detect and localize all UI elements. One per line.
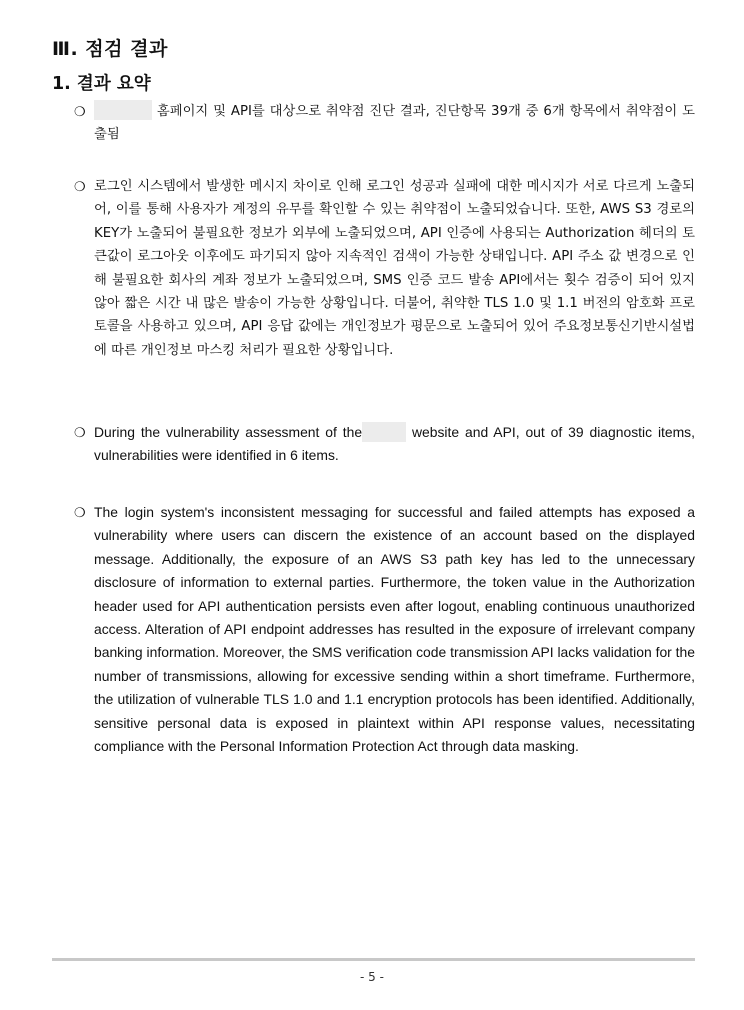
paragraph-text: During the vulnerability assessment of the	[94, 424, 363, 440]
bullet-circle-icon: ❍	[74, 426, 86, 441]
bullet-circle-icon: ❍	[74, 105, 86, 120]
footer-divider	[52, 958, 695, 961]
redacted-company-name	[94, 100, 152, 120]
bullet-circle-icon: ❍	[74, 180, 86, 195]
page-number: - 5 -	[360, 970, 384, 984]
summary-paragraph-ko-1	[94, 100, 695, 147]
summary-paragraph-en-2: The login system's inconsistent messaging for successful and failed attempts has exposed a vulnerability where users can discern the existence of an account based on the displayed message. Additionally, the exposure of an AWS S3 path key has led to the unnecessary disclosure of information to external parties. Furthermore, the token value in the Authorization header used for API authentication persists even after logout, enabling continuous unauthorized access. Alteration of API endpoint addresses has resulted in the exposure of irrelevant company banking information. Moreover, the SMS verification code transmission API lacks validation for the number of transmissions, allowing for excessive sending within a short timeframe. Furthermore, the utilization of vulnerable TLS 1.0 and 1.1 encryption protocols has been identified. Additionally, sensitive personal data is exposed in plaintext within API response values, necessitating compliance with the Personal Information Protection Act through data masking.	[94, 504, 695, 755]
subsection-title: 1. 결과 요약	[52, 74, 151, 94]
redacted-company-name	[362, 422, 406, 442]
summary-paragraph-ko-2: 로그인 시스템에서 발생한 메시지 차이로 인해 로그인 성공과 실패에 대한 메시지가 서로 다르게 노출되어, 이를 통해 사용자가 계정의 유무를 확인할 수 있는 취약점이 노출되었습니다. 또한, AWS S3 경로의 KEY가 노출되어 불필요한 정보가 외부에 노출되었으며, API 인증에 사용되는 Authorization 헤더의 토큰값이 로그아웃 이후에도 파기되지 않아 지속적인 검색이 가능한 상태입니다. API 주소 값 변경으로 인해 불필요한 회사의 계좌 정보가 노출되었으며, SMS 인증 코드 발송 API에서는 횟수 검증이 되어 있지 않아 짧은 시간 내 많은 발송이 가능한 상황입니다. 더불어, 취약한 TLS 1.0 및 1.1 버전의 암호화 프로토콜을 사용하고 있으며, API 응답 값에는 개인정보가 평문으로 노출되어 있어 주요정보통신기반시설법에 따른 개인정보 마스킹 처리가 필요한 상황입니다.	[94, 179, 695, 358]
paragraph-text: 홈페이지 및 API를 대상으로 취약점 진단 결과, 진단항목 39개 중 6개 항목에서 취약점이 도출됨	[94, 104, 695, 143]
section-title: Ⅲ. 점검 결과	[52, 38, 168, 60]
bullet-circle-icon: ❍	[74, 506, 86, 521]
paragraph-text: website and API, out of 39 diagnostic items, vulnerabilities were identified in 6 items.	[94, 424, 695, 464]
summary-paragraph-en-1	[94, 421, 695, 468]
